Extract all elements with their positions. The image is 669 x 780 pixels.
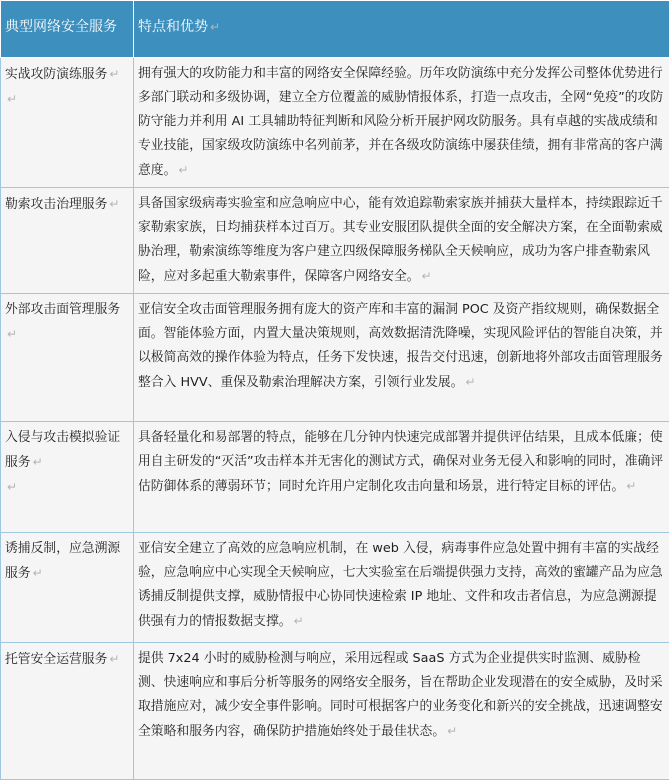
table-row [1,643,669,780]
table-row [1,294,669,422]
service-name: 外部攻击面管理服务 [5,302,120,317]
service-description: 拥有强大的攻防能力和丰富的网络安全保障经验。历年攻防演练中充分发挥公司整体优势进行多部门联动和多级协调，建立全方位覆盖的威胁情报体系，打造一点攻击，全网“免疫”的攻防防守能力并利用 AI 工具辅助特征判断和风险分析开展护网攻防服务。具有卓越的实战成绩和专业技能，国家级攻防演练中名列前茅，并在各级攻防演练中屡获佳绩，拥有非常高的客户满意度。 [138,66,663,178]
service-name: 实战攻防演练服务 [5,67,107,82]
service-name: 诱捕反制，应急溯源服务 [5,541,120,581]
service-cell [1,188,134,294]
header-service [1,1,134,58]
service-name: 入侵与攻击模拟验证服务 [5,430,120,470]
paragraph-mark-icon: ↵ [7,327,17,341]
table-row [1,58,669,188]
table-row [1,422,669,533]
paragraph-mark-icon: ↵ [178,163,188,177]
service-description: 亚信安全攻击面管理服务拥有庞大的资产库和丰富的漏洞 POC 及资产指纹规则，确保数据全面。智能体验方面，内置大量决策规则，高效数据清洗降噪，实现风险评估的智能自决策，并以极简高效的操作体验为特点，任务下发快速，报告交付迅速，创新地将外部攻击面管理服务整合入 HVV、重保及勒索治理解决方案，引领行业发展。 [138,302,663,390]
service-description: 具备轻量化和易部署的特点，能够在几分钟内快速完成部署并提供评估结果，且成本低廉；使用自主研发的“灭活”攻击样本并无害化的测试方式，确保对业务无侵入和影响的同时，准确评估防御体系的薄弱环节；同时允许用户定制化攻击向量和场景，进行特定目标的评估。 [138,430,663,494]
service-cell [1,294,134,422]
paragraph-mark-icon: ↵ [109,652,119,666]
description-cell [134,643,669,780]
paragraph-mark-icon: ↵ [447,724,457,738]
service-cell [1,58,134,188]
service-name: 托管安全运营服务 [5,652,107,667]
service-cell [1,643,134,780]
table-row [1,533,669,643]
paragraph-mark-icon: ↵ [626,479,636,493]
paragraph-mark-icon: ↵ [210,20,220,34]
paragraph-mark-icon: ↵ [7,475,129,499]
description-cell [134,294,669,422]
description-cell [134,58,669,188]
header-features-label: 特点和优势 [138,19,208,35]
header-row [1,1,669,58]
paragraph-mark-icon: ↵ [33,566,43,580]
header-features [134,1,669,58]
service-cell [1,422,134,533]
description-cell [134,188,669,294]
paragraph-mark-icon: ↵ [7,87,129,111]
paragraph-mark-icon: ↵ [109,67,119,81]
service-description: 亚信安全建立了高效的应急响应机制，在 web 入侵，病毒事件应急处置中拥有丰富的实战经验，应急响应中心实现全天候响应，七大实验室在后端提供强力支持，高效的蜜罐产品为应急诱捕反制提供支撑，威胁情报中心协同快速检索 IP 地址、文件和攻击者信息，为应急溯源提供强有力的情报数据支撑。 [138,541,663,629]
paragraph-mark-icon: ↵ [466,375,476,389]
paragraph-mark-icon: ↵ [422,269,432,283]
paragraph-mark-icon: ↵ [33,455,43,469]
service-name: 勒索攻击治理服务 [5,197,107,212]
description-cell [134,422,669,533]
service-description: 提供 7x24 小时的威胁检测与响应，采用远程或 SaaS 方式为企业提供实时监测、威胁检测、快速响应和事后分析等服务的网络安全服务，旨在帮助企业发现潜在的安全威胁，及时采取措施应对，减少安全事件影响。同时可根据客户的业务变化和新兴的安全挑战，迅速调整安全策略和服务内容，确保防护措施始终处于最佳状态。 [138,651,663,739]
service-cell [1,533,134,643]
paragraph-mark-icon: ↵ [109,197,119,211]
service-description: 具备国家级病毒实验室和应急响应中心，能有效追踪勒索家族并捕获大量样本，持续跟踪近千家勒索家族，日均捕获样本过百万。其专业安服团队提供全面的安全解决方案，在全面勒索威胁治理，勒索演练等维度为客户建立四级保障服务梯队全天候响应，成功为客户排查勒索风险，应对多起重大勒索事件，保障客户网络安全。 [138,196,663,284]
paragraph-mark-icon: ↵ [294,614,304,628]
description-cell [134,533,669,643]
header-service-label: 典型网络安全服务 [5,19,117,35]
table-row [1,188,669,294]
